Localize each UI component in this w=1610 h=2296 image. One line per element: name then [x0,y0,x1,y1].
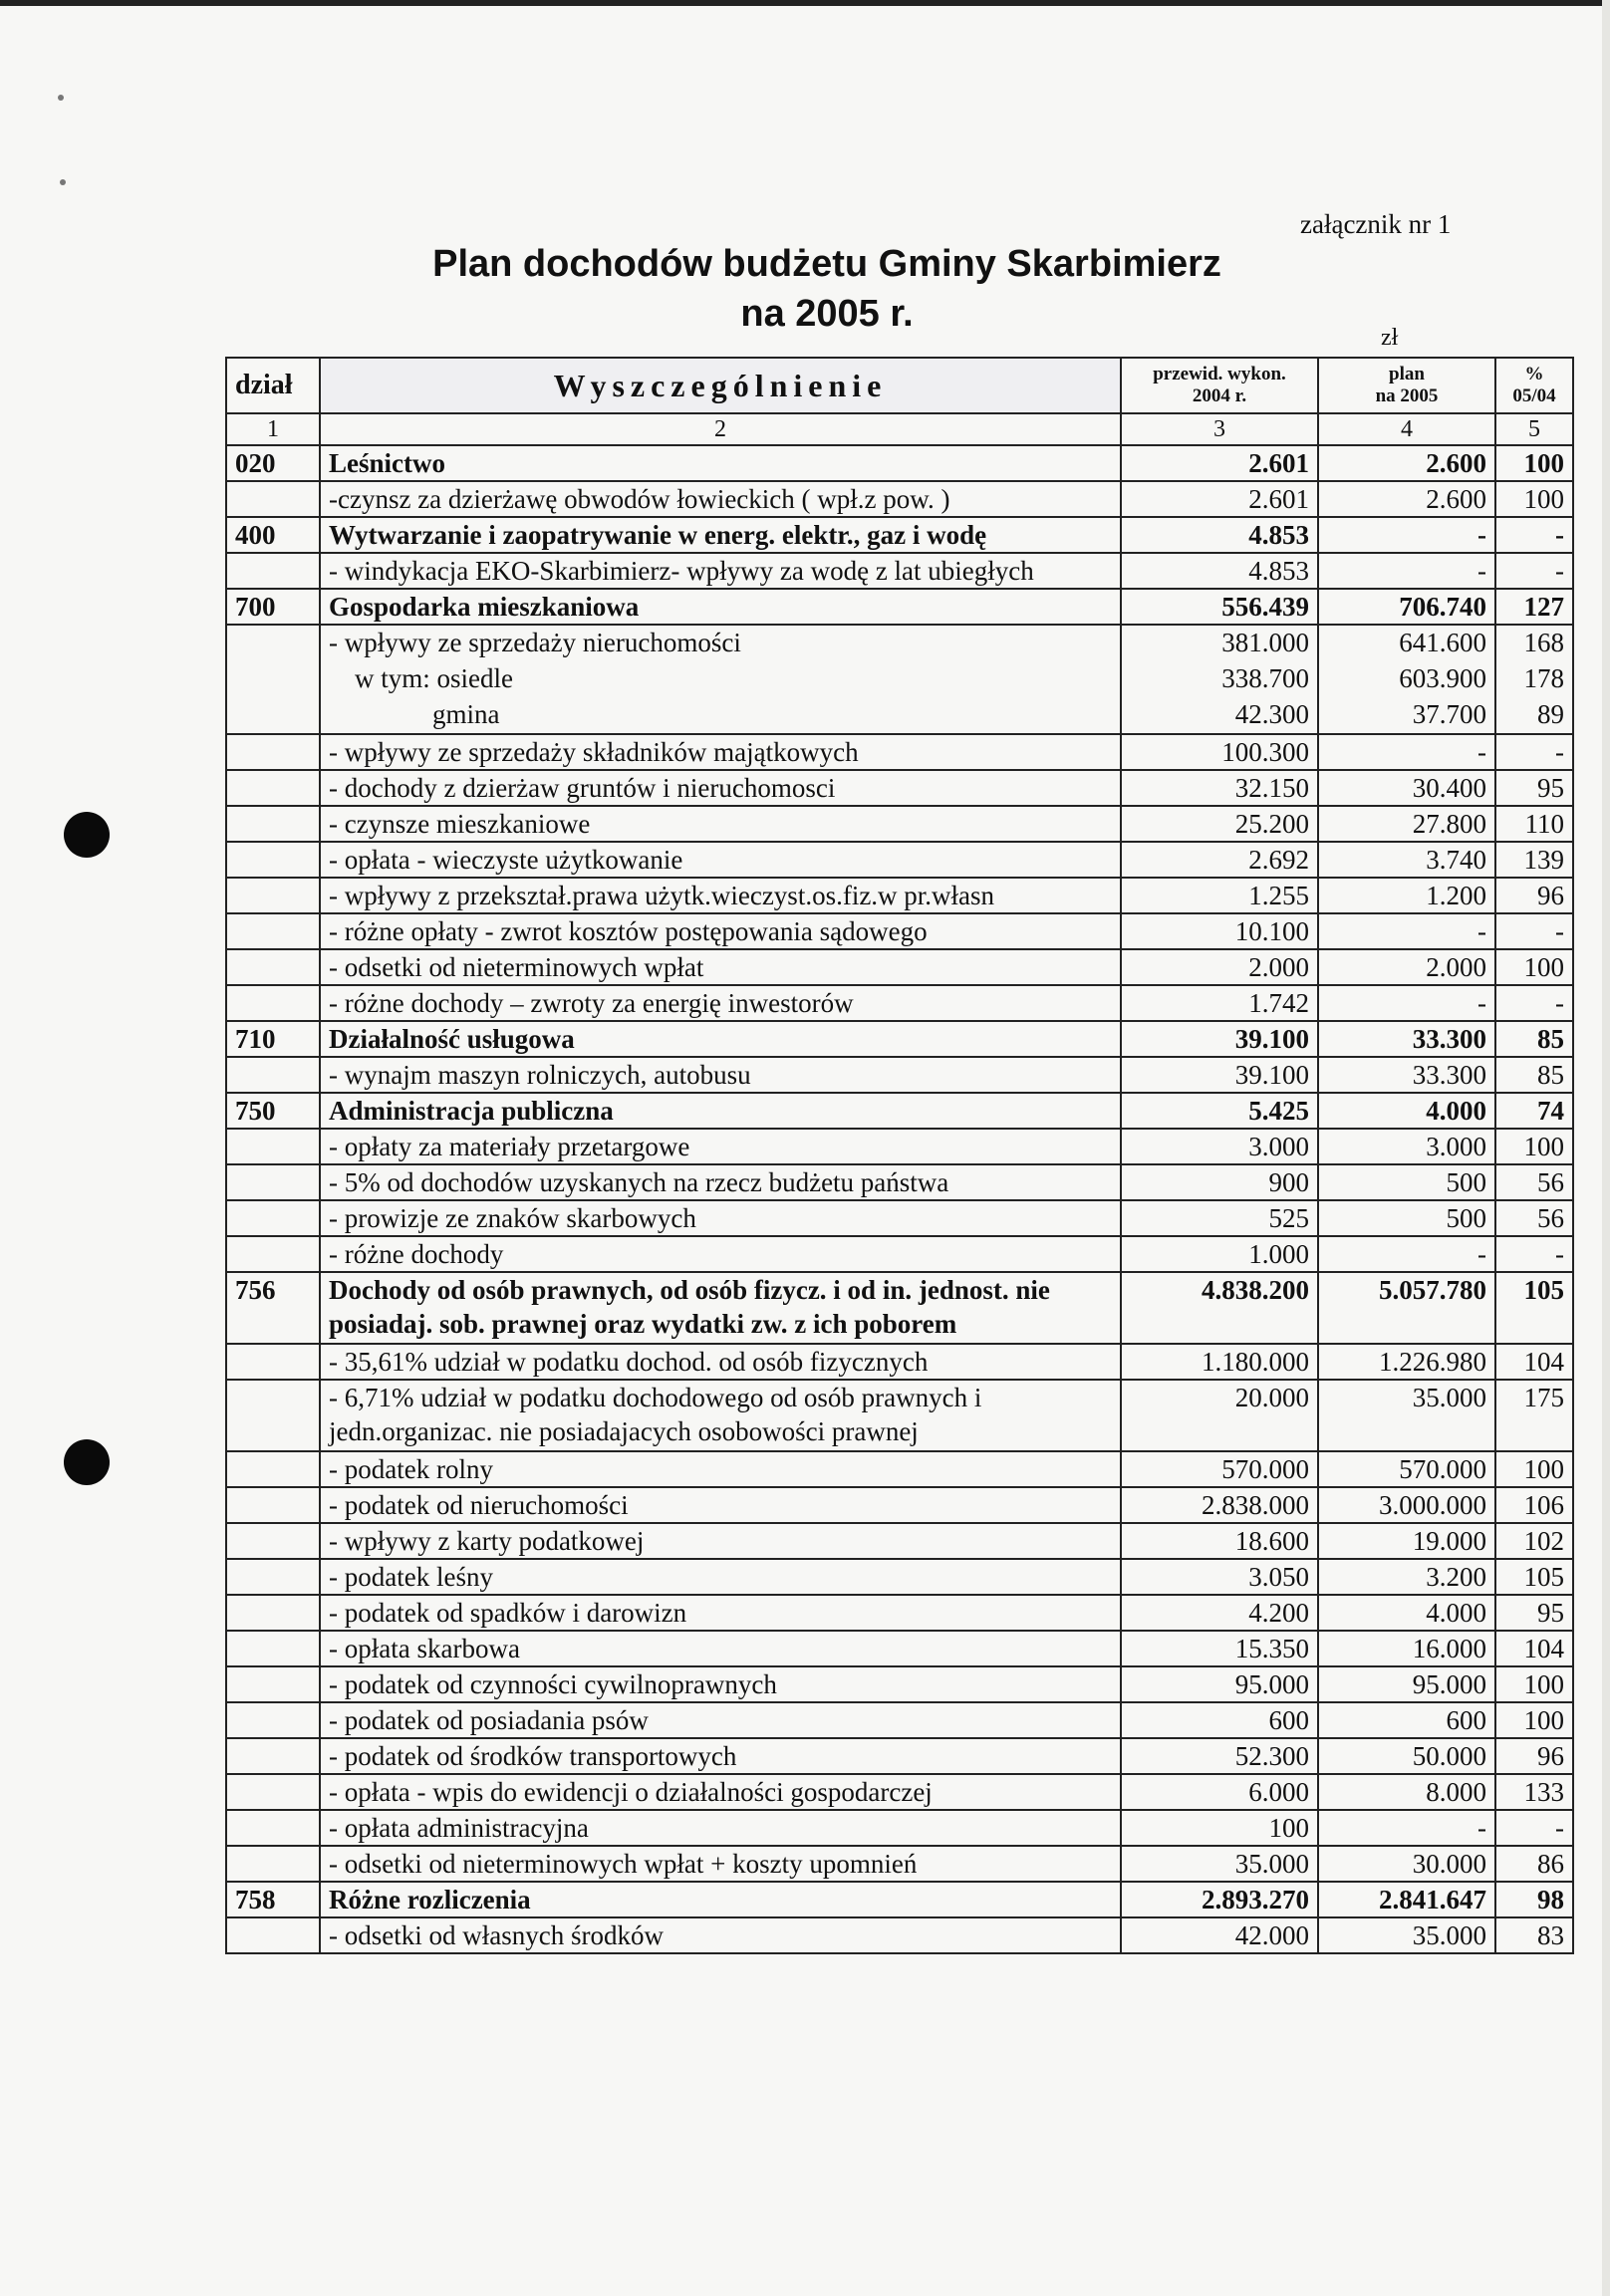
cell-percent: 100 [1495,481,1573,517]
cell-percent-value: 89 [1537,699,1564,729]
cell-line [329,626,1112,661]
cell-line [235,626,311,661]
column-number: 1 [226,413,320,445]
cell-description: - podatek rolny [320,1451,1121,1487]
cell-percent: 56 [1495,1200,1573,1236]
cell-line [329,697,1112,733]
cell-percent: - [1495,517,1573,553]
cell-dzial [226,553,320,589]
cell-plan-2005: 33.300 [1318,1021,1495,1057]
cell-plan-2005: - [1318,734,1495,770]
cell-percent: 100 [1495,1129,1573,1164]
cell-percent: 96 [1495,1738,1573,1774]
cell-percent: 85 [1495,1021,1573,1057]
cell-percent-value: 178 [1523,663,1564,693]
cell-percent: - [1495,734,1573,770]
cell-dzial [226,985,320,1021]
budget-table [225,357,1574,1954]
cell-percent: - [1495,1810,1573,1846]
cell-forecast-2004: 10.100 [1121,913,1318,949]
cell-description: - 6,71% udział w podatku dochodowego od osób prawnych i jedn.organizac. nie posiadajacych osobowości prawnej [320,1380,1121,1451]
cell-forecast-2004: 600 [1121,1702,1318,1738]
cell-line [1504,626,1564,661]
cell-plan-2005: 35.000 [1318,1380,1495,1451]
cell-dzial [226,1631,320,1666]
table-row [226,1631,1573,1666]
table-row [226,806,1573,842]
table-row [226,1451,1573,1487]
cell-dzial [226,1523,320,1559]
cell-plan-2005: - [1318,1810,1495,1846]
cell-description: - 5% od dochodów uzyskanych na rzecz budżetu państwa [320,1164,1121,1200]
header-plan-2005-line1: plan [1389,364,1425,384]
cell-plan-2005: 3.740 [1318,842,1495,878]
cell-plan-2005: - [1318,553,1495,589]
table-row [226,949,1573,985]
cell-dzial [226,770,320,806]
cell-forecast-2004: 6.000 [1121,1774,1318,1810]
cell-description: - odsetki od własnych środków [320,1917,1121,1953]
cell-description: Dochody od osób prawnych, od osób fizycz. i od in. jednost. nie posiadaj. sob. prawnej oraz wydatki zw. z ich poborem [320,1272,1121,1344]
cell-forecast-2004: 2.893.270 [1121,1882,1318,1917]
section-row [226,589,1573,625]
title-line-1: Plan dochodów budżetu Gminy Skarbimierz [432,243,1221,285]
cell-description: - podatek od spadków i darowizn [320,1595,1121,1631]
table-row [226,1917,1573,1953]
cell-forecast-2004: 2.000 [1121,949,1318,985]
cell-dzial [226,1057,320,1093]
cell-description: - podatek od nieruchomości [320,1487,1121,1523]
cell-forecast-2004: 2.838.000 [1121,1487,1318,1523]
cell-description: - prowizje ze znaków skarbowych [320,1200,1121,1236]
cell-description: - podatek od środków transportowych [320,1738,1121,1774]
cell-plan-2005: 3.200 [1318,1559,1495,1595]
cell-dzial: 020 [226,445,320,481]
scan-right-edge [1602,0,1610,2296]
cell-dzial [226,1380,320,1451]
cell-dzial [226,1810,320,1846]
cell-plan-2005: 27.800 [1318,806,1495,842]
cell-percent [1495,625,1573,734]
cell-forecast-2004: 5.425 [1121,1093,1318,1129]
cell-forecast-2004: 570.000 [1121,1451,1318,1487]
cell-dzial [226,1738,320,1774]
cell-line [1327,697,1486,733]
budget-table-body [226,358,1573,1953]
header-description: Wyszczególnienie [320,358,1121,413]
cell-forecast-2004: 15.350 [1121,1631,1318,1666]
cell-description: - różne dochody – zwroty za energię inwestorów [320,985,1121,1021]
cell-forecast-2004: 556.439 [1121,589,1318,625]
table-row [226,1236,1573,1272]
cell-plan-2005: 50.000 [1318,1738,1495,1774]
table-row [226,1774,1573,1810]
cell-description [320,625,1121,734]
cell-plan-2005: 33.300 [1318,1057,1495,1093]
cell-dzial [226,878,320,913]
header-forecast-2004 [1121,358,1318,413]
cell-percent: - [1495,913,1573,949]
cell-percent: 104 [1495,1631,1573,1666]
cell-forecast-2004: 2.601 [1121,481,1318,517]
cell-dzial [226,1917,320,1953]
table-row [226,878,1573,913]
cell-plan-2005: 30.400 [1318,770,1495,806]
cell-plan-2005: - [1318,1236,1495,1272]
cell-plan-2005: 706.740 [1318,589,1495,625]
cell-plan-2005: 2.000 [1318,949,1495,985]
cell-percent: 95 [1495,1595,1573,1631]
cell-plan-2005: 4.000 [1318,1595,1495,1631]
title-line-2: na 2005 r. [740,293,914,335]
cell-percent: 98 [1495,1882,1573,1917]
scan-speck [60,179,66,185]
cell-forecast-2004: 39.100 [1121,1021,1318,1057]
cell-forecast-2004: 1.742 [1121,985,1318,1021]
cell-dzial [226,1559,320,1595]
column-number: 2 [320,413,1121,445]
table-row [226,553,1573,589]
cell-forecast-2004: 900 [1121,1164,1318,1200]
cell-description: - 35,61% udział w podatku dochod. od osób fizycznych [320,1344,1121,1380]
cell-forecast-2004-value: 381.000 [1221,628,1309,657]
header-forecast-2004-line1: przewid. wykon. [1153,364,1286,384]
cell-description: - opłata - wieczyste użytkowanie [320,842,1121,878]
cell-forecast-2004: 2.692 [1121,842,1318,878]
cell-description: - czynsze mieszkaniowe [320,806,1121,842]
cell-percent: 56 [1495,1164,1573,1200]
cell-description: - opłaty za materiały przetargowe [320,1129,1121,1164]
cell-plan-2005: 570.000 [1318,1451,1495,1487]
cell-description: - podatek od posiadania psów [320,1702,1121,1738]
cell-forecast-2004-value: 42.300 [1234,699,1309,729]
cell-percent: 133 [1495,1774,1573,1810]
cell-description: - odsetki od nieterminowych wpłat [320,949,1121,985]
cell-dzial [226,1129,320,1164]
cell-dzial [226,842,320,878]
scan-speck [58,95,64,101]
cell-percent: 83 [1495,1917,1573,1953]
cell-forecast-2004: 3.000 [1121,1129,1318,1164]
cell-forecast-2004: 100.300 [1121,734,1318,770]
cell-dzial [226,734,320,770]
scan-top-edge [0,0,1610,6]
cell-plan-2005: 500 [1318,1200,1495,1236]
header-forecast-2004-line2: 2004 r. [1192,385,1247,406]
table-row [226,1129,1573,1164]
cell-dzial [226,806,320,842]
cell-dzial [226,1451,320,1487]
cell-percent: 100 [1495,445,1573,481]
cell-forecast-2004: 4.853 [1121,553,1318,589]
punch-hole [64,812,110,858]
cell-percent: - [1495,985,1573,1021]
table-row [226,1702,1573,1738]
cell-forecast-2004: 35.000 [1121,1846,1318,1882]
header-percent [1495,358,1573,413]
cell-percent: 85 [1495,1057,1573,1093]
table-row [226,1164,1573,1200]
currency-unit: zł [1381,325,1399,351]
column-number-row [226,413,1573,445]
cell-dzial [226,625,320,734]
header-dzial: dział [226,358,320,413]
cell-forecast-2004: 95.000 [1121,1666,1318,1702]
header-row [226,358,1573,413]
cell-plan-2005: - [1318,517,1495,553]
cell-description: - wynajm maszyn rolniczych, autobusu [320,1057,1121,1093]
cell-plan-2005: 1.226.980 [1318,1344,1495,1380]
cell-description: - podatek od czynności cywilnoprawnych [320,1666,1121,1702]
cell-plan-2005: 4.000 [1318,1093,1495,1129]
cell-percent: 127 [1495,589,1573,625]
cell-percent: 105 [1495,1272,1573,1344]
cell-forecast-2004: 1.000 [1121,1236,1318,1272]
table-row [226,985,1573,1021]
cell-description: Wytwarzanie i zaopatrywanie w energ. elektr., gaz i wodę [320,517,1121,553]
cell-forecast-2004: 100 [1121,1810,1318,1846]
table-row [226,481,1573,517]
header-percent-line2: 05/04 [1512,385,1556,406]
table-row [226,913,1573,949]
cell-percent: 105 [1495,1559,1573,1595]
cell-description: Działalność usługowa [320,1021,1121,1057]
cell-dzial [226,949,320,985]
cell-dzial [226,913,320,949]
cell-percent: 96 [1495,878,1573,913]
table-row [226,625,1573,734]
section-row [226,445,1573,481]
cell-percent: 86 [1495,1846,1573,1882]
cell-plan-2005: 5.057.780 [1318,1272,1495,1344]
cell-percent: - [1495,1236,1573,1272]
column-number: 5 [1495,413,1573,445]
punch-hole [64,1439,110,1485]
cell-forecast-2004: 525 [1121,1200,1318,1236]
cell-plan-2005: 2.841.647 [1318,1882,1495,1917]
cell-forecast-2004: 4.200 [1121,1595,1318,1631]
table-row [226,842,1573,878]
cell-dzial: 710 [226,1021,320,1057]
column-number: 4 [1318,413,1495,445]
header-plan-2005 [1318,358,1495,413]
table-row [226,1200,1573,1236]
cell-forecast-2004: 39.100 [1121,1057,1318,1093]
cell-plan-2005: 1.200 [1318,878,1495,913]
cell-forecast-2004: 1.255 [1121,878,1318,913]
cell-description: - odsetki od nieterminowych wpłat + koszty upomnień [320,1846,1121,1882]
cell-description: - podatek leśny [320,1559,1121,1595]
cell-line [1130,661,1309,697]
cell-plan-2005: 3.000.000 [1318,1487,1495,1523]
table-row [226,1666,1573,1702]
cell-percent: 110 [1495,806,1573,842]
cell-dzial [226,1774,320,1810]
cell-line [235,697,311,733]
column-number: 3 [1121,413,1318,445]
cell-percent: 100 [1495,949,1573,985]
cell-line [1327,626,1486,661]
cell-description: -czynsz za dzierżawę obwodów łowieckich ( wpł.z pow. ) [320,481,1121,517]
cell-percent: 139 [1495,842,1573,878]
cell-forecast-2004-value: 338.700 [1221,663,1309,693]
cell-description: - różne dochody [320,1236,1121,1272]
cell-description: - opłata administracyjna [320,1810,1121,1846]
cell-description: - opłata - wpis do ewidencji o działalności gospodarczej [320,1774,1121,1810]
cell-dzial: 400 [226,517,320,553]
cell-plan-2005: 16.000 [1318,1631,1495,1666]
cell-description: Różne rozliczenia [320,1882,1121,1917]
cell-description: - dochody z dzierżaw gruntów i nieruchomosci [320,770,1121,806]
cell-plan-2005: 500 [1318,1164,1495,1200]
table-row [226,1738,1573,1774]
cell-line [329,661,1112,697]
cell-plan-2005: 95.000 [1318,1666,1495,1702]
cell-description-value: - wpływy ze sprzedaży nieruchomości [329,628,741,657]
cell-forecast-2004: 52.300 [1121,1738,1318,1774]
cell-plan-2005-value: 37.700 [1412,699,1486,729]
cell-description: - opłata skarbowa [320,1631,1121,1666]
cell-description: Gospodarka mieszkaniowa [320,589,1121,625]
cell-description: - różne opłaty - zwrot kosztów postępowania sądowego [320,913,1121,949]
cell-dzial: 700 [226,589,320,625]
cell-dzial: 756 [226,1272,320,1344]
header-percent-line1: % [1524,364,1544,384]
cell-plan-2005: 8.000 [1318,1774,1495,1810]
cell-percent: 175 [1495,1380,1573,1451]
cell-forecast-2004: 25.200 [1121,806,1318,842]
table-row [226,734,1573,770]
cell-percent: 104 [1495,1344,1573,1380]
cell-plan-2005: 2.600 [1318,481,1495,517]
cell-dzial [226,481,320,517]
cell-line [235,661,311,697]
table-row [226,1559,1573,1595]
cell-forecast-2004: 4.853 [1121,517,1318,553]
cell-forecast-2004: 42.000 [1121,1917,1318,1953]
cell-dzial [226,1487,320,1523]
table-row [226,1057,1573,1093]
cell-percent: 100 [1495,1702,1573,1738]
cell-description: Administracja publiczna [320,1093,1121,1129]
cell-plan-2005: - [1318,985,1495,1021]
header-plan-2005-line2: na 2005 [1375,385,1439,406]
table-row [226,1523,1573,1559]
cell-plan-2005-value: 641.600 [1399,628,1486,657]
cell-forecast-2004: 1.180.000 [1121,1344,1318,1380]
section-row [226,1021,1573,1057]
cell-forecast-2004: 32.150 [1121,770,1318,806]
cell-line [1327,661,1486,697]
cell-description: - wpływy ze sprzedaży składników majątkowych [320,734,1121,770]
annex-label: załącznik nr 1 [1300,209,1452,239]
cell-dzial [226,1702,320,1738]
cell-line [1504,661,1564,697]
cell-description: - wpływy z karty podatkowej [320,1523,1121,1559]
document-title [379,239,1275,339]
cell-description: - wpływy z przekształ.prawa użytk.wieczyst.os.fiz.w pr.własn [320,878,1121,913]
table-row [226,1810,1573,1846]
cell-percent-value: 168 [1523,628,1564,657]
cell-dzial [226,1846,320,1882]
cell-description: Leśnictwo [320,445,1121,481]
cell-description: - windykacja EKO-Skarbimierz- wpływy za wodę z lat ubiegłych [320,553,1121,589]
cell-percent: 100 [1495,1451,1573,1487]
cell-dzial [226,1344,320,1380]
cell-forecast-2004: 20.000 [1121,1380,1318,1451]
cell-dzial [226,1236,320,1272]
cell-dzial [226,1200,320,1236]
section-row [226,1272,1573,1344]
table-row [226,1380,1573,1451]
cell-line [1130,697,1309,733]
cell-percent: 102 [1495,1523,1573,1559]
cell-percent: 106 [1495,1487,1573,1523]
cell-plan-2005: 19.000 [1318,1523,1495,1559]
cell-plan-2005-value: 603.900 [1399,663,1486,693]
cell-description-value: w tym: osiedle [355,663,513,693]
cell-plan-2005: 3.000 [1318,1129,1495,1164]
table-row [226,1595,1573,1631]
cell-percent: - [1495,553,1573,589]
section-row [226,1093,1573,1129]
cell-plan-2005: 35.000 [1318,1917,1495,1953]
cell-dzial [226,1164,320,1200]
cell-forecast-2004 [1121,625,1318,734]
cell-forecast-2004: 2.601 [1121,445,1318,481]
cell-dzial [226,1666,320,1702]
cell-percent: 74 [1495,1093,1573,1129]
cell-description-value: gmina [432,699,500,729]
cell-forecast-2004: 18.600 [1121,1523,1318,1559]
cell-percent: 95 [1495,770,1573,806]
table-row [226,770,1573,806]
cell-forecast-2004: 4.838.200 [1121,1272,1318,1344]
table-row [226,1846,1573,1882]
cell-forecast-2004: 3.050 [1121,1559,1318,1595]
cell-line [1130,626,1309,661]
section-row [226,517,1573,553]
cell-dzial: 758 [226,1882,320,1917]
cell-plan-2005 [1318,625,1495,734]
cell-plan-2005: 2.600 [1318,445,1495,481]
section-row [226,1882,1573,1917]
table-row [226,1487,1573,1523]
cell-plan-2005: 30.000 [1318,1846,1495,1882]
cell-dzial [226,1595,320,1631]
cell-line [1504,697,1564,733]
cell-plan-2005: - [1318,913,1495,949]
table-row [226,1344,1573,1380]
cell-plan-2005: 600 [1318,1702,1495,1738]
cell-percent: 100 [1495,1666,1573,1702]
cell-dzial: 750 [226,1093,320,1129]
